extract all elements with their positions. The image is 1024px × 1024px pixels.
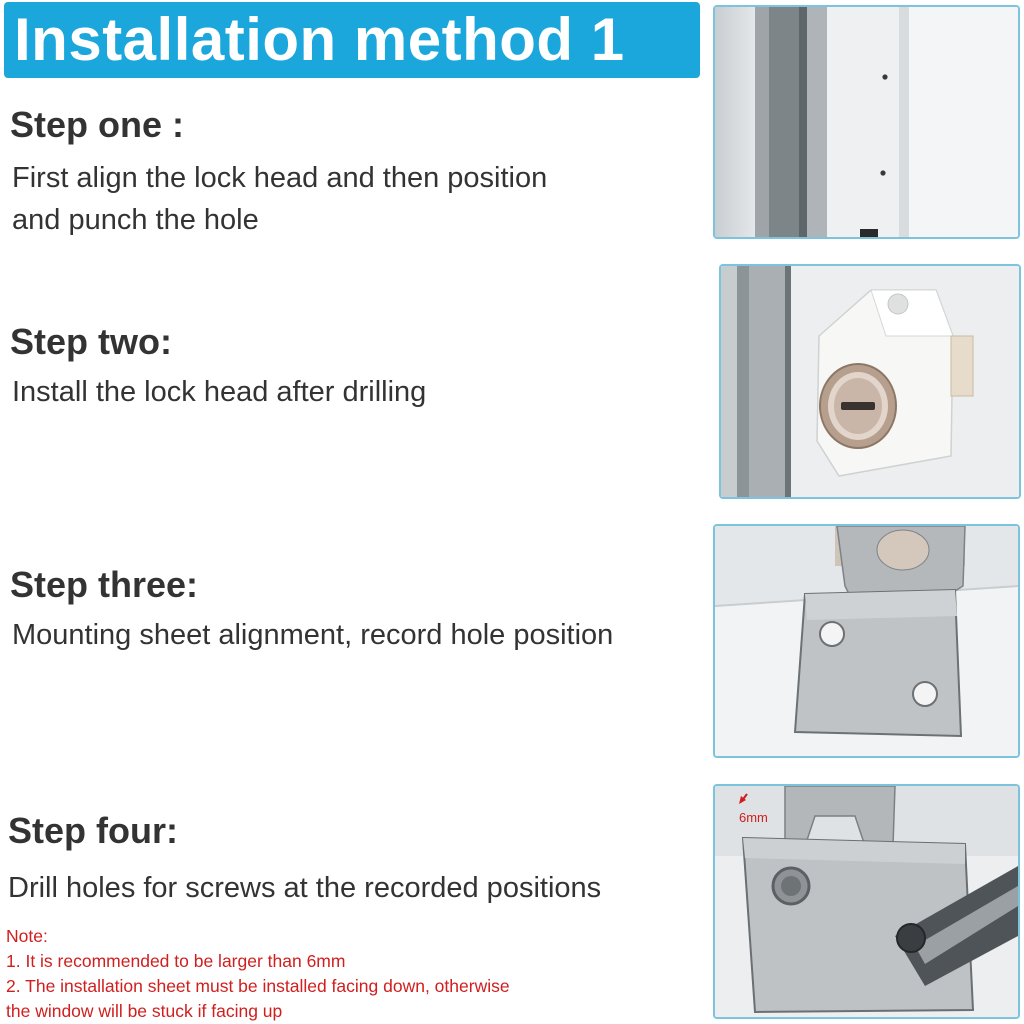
photo-white-lock-head-installed	[719, 264, 1021, 499]
photo-frame-with-punched-holes	[713, 5, 1020, 239]
installation-note	[6, 924, 510, 1024]
step-one-line-1: First align the lock head and then position	[12, 162, 548, 194]
photo-drilling-screw-holes	[713, 784, 1020, 1019]
step-three-description	[12, 614, 613, 656]
note-heading: Note:	[6, 926, 48, 946]
step-one-title: Step one :	[10, 104, 185, 145]
page-title: Installation method 1	[14, 6, 625, 73]
note-item-3: the window will be stuck if facing up	[6, 1001, 283, 1021]
step-one-description	[12, 157, 547, 241]
step-four-description	[8, 867, 601, 909]
drill-size-label: 6mm	[739, 810, 768, 825]
note-item-2: 2. The installation sheet must be installed facing down, otherwise	[6, 976, 510, 996]
step-two-line-1: Install the lock head after drilling	[12, 376, 427, 408]
step-four-line-1: Drill holes for screws at the recorded positions	[8, 872, 602, 904]
note-item-1: 1. It is recommended to be larger than 6mm	[6, 951, 346, 971]
step-four-title: Step four:	[8, 810, 178, 851]
photo-mounting-sheet-alignment	[713, 524, 1020, 758]
step-two-title: Step two:	[10, 321, 172, 362]
step-three-title: Step three:	[10, 564, 199, 605]
step-three-line-1: Mounting sheet alignment, record hole position	[12, 619, 614, 651]
step-two-description	[12, 371, 426, 413]
step-one-line-2: and punch the hole	[12, 204, 259, 236]
title-banner	[4, 2, 700, 78]
